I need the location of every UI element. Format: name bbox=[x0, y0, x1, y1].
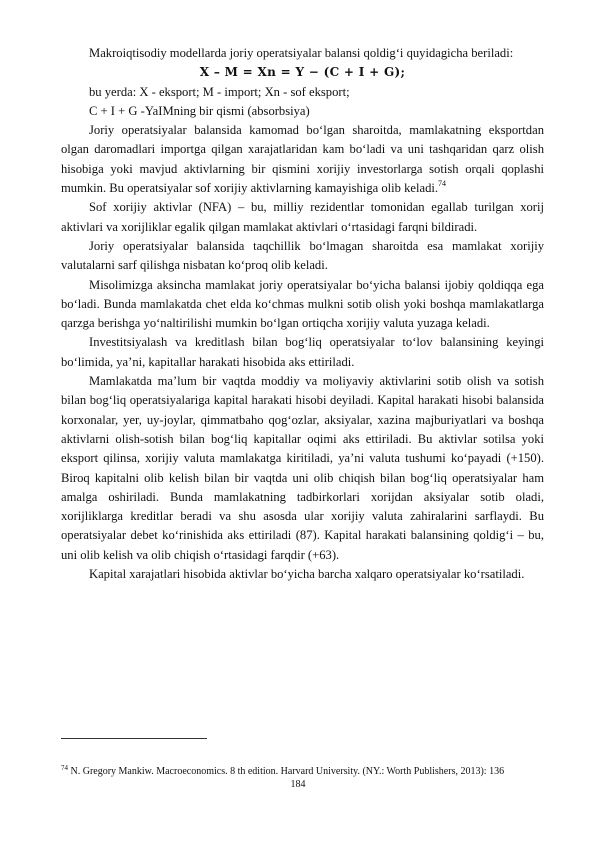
formula-net-exports: X – M = Xn = Y − (C + I + G); bbox=[199, 65, 406, 80]
paragraph-nfa: Sof xorijiy aktivlar (NFA) – bu, milliy rezidentlar tomonidan egallab turilgan xorij aktivlari va xorijliklar egalik qilgan mamlakat aktivlari o‘rtasidagi farqni bildiradi. bbox=[61, 200, 544, 234]
formula-definition-2: C + I + G -YaIMning bir qismi (absorbsiya) bbox=[89, 103, 310, 118]
paragraph-intro: Makroiqtisodiy modellarda joriy operatsiyalar balansi qoldig‘i quyidagicha beriladi: bbox=[89, 46, 514, 60]
paragraph-deficit bbox=[61, 121, 544, 198]
footnote bbox=[61, 766, 544, 778]
paragraph-capital-account: Mamlakatda ma’lum bir vaqtda moddiy va moliyaviy aktivlarini sotib olish va sotish bilan bog‘liq operatsiyalariga kapital harakati hisobi deyiladi. Kapital harakati hisobi balansida korxonalar, yer, uy-joylar, qimmatbaho qog‘ozlar, aksiyalar, xazina majburiyatlari va boshqa aktivlarni olish-sotish bilan bog‘liq kapitallar oqimi aks ettiriladi. Bu aktivlar sotilsa yoki eksport qilinsa, xorijiy valuta mamlakatga kiritiladi, ya’ni valuta tushumi ko‘payadi (+150). Biroq kapitalni olib kelish bilan bir vaqtda uni olib chiqish bilan bog‘liq operatsiyalar ham amalga oshiriladi. Bunda mamlakatning tadbirkorlari xorijdan aksiyalar sotib oladi, xorijliklarga kreditlar beradi va shu asosda ular xorijiy valuta zahiralarini sarflaydi. Bu operatsiyalar debet ko‘rinishida aks ettiriladi (87). Kapital harakati balansining qoldig‘i – bu, uni olib kelish va olib chiqish o‘rtasidagi farqdir (+63). bbox=[61, 374, 544, 562]
formula-definition-1: bu yerda: X - eksport; M - import; Xn - sof eksport; bbox=[89, 84, 350, 99]
page-body bbox=[61, 44, 544, 584]
footnote-divider bbox=[61, 738, 207, 739]
page-number: 184 bbox=[290, 779, 306, 790]
paragraph-deficit-text: Joriy operatsiyalar balansida kamomad bo‘lgan sharoitda, mamlakatning eksportdan olgan daromadlari importga qilgan xarajatlaridan kam bo‘ladi va uni tashqaridan qarz olish hisobiga yoki mavjud aktivlarning bir qismini xorijiy investorlarga sotish orqali qoplashi mumkin. Bu operatsiyalar sof xorijiy aktivlarning kamayishiga olib keladi. bbox=[61, 123, 544, 196]
footnote-text: N. Gregory Mankiw. Macroeconomics. 8 th edition. Harvard University. (NY.: Worth Publishers, 2013): 136 bbox=[68, 766, 505, 777]
paragraph-no-deficit: Joriy operatsiyalar balansida taqchillik bo‘lmagan sharoitda esa mamlakat xorijiy valutalarni sarf qilishga nisbatan ko‘proq olib keladi. bbox=[61, 238, 544, 273]
paragraph-capital-expenses: Kapital xarajatlari hisobida aktivlar bo‘yicha barcha xalqaro operatsiyalar ko‘rsatiladi. bbox=[89, 567, 525, 582]
paragraph-investment: Investitsiyalash va kreditlash bilan bog‘liq operatsiyalar to‘lov balansining keyingi bo‘limida, ya’ni, kapitallar harakati hisobida aks ettiriladi. bbox=[61, 335, 544, 369]
footnote-number: 74 bbox=[61, 764, 68, 772]
paragraph-surplus: Misolimizga aksincha mamlakat joriy operatsiyalar bo‘yicha balansi ijobiy qoldiqqa ega bo‘ladi. Bunda mamlakatda chet elda ko‘chmas mulkni sotib olish yoki boshqa mamlakatlarga qarzga berishga yo‘naltirilishi mumkin bo‘lgan ortiqcha xorijiy valuta yuzaga keladi. bbox=[61, 277, 544, 331]
footnote-reference[interactable]: 74 bbox=[438, 179, 447, 189]
